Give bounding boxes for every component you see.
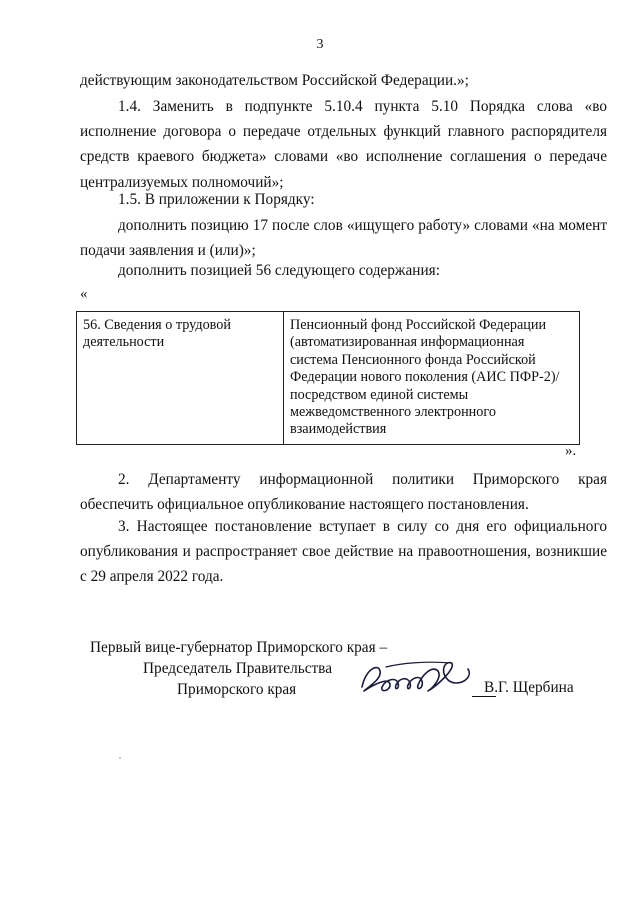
signatory-title-line2: Председатель Правительства xyxy=(143,660,332,677)
paragraph-1-5: 1.5. В приложении к Порядку: xyxy=(118,191,315,208)
table-cell-source: Пенсионный фонд Российской Федерации (автоматизированная информационная система Пенсионного фонда Российской Федерации нового поколения (АИС ПФР-2)/посредством единой системы межведомственного электронного взаимодействия xyxy=(284,312,580,445)
paragraph-position-17: дополнить позицию 17 после слов «ищущего работу» словами «на момент подачи заявления и (или)»; xyxy=(80,217,607,260)
signatory-name: В.Г. Щербина xyxy=(484,679,574,696)
quote-open: « xyxy=(80,286,88,302)
paragraph-2: 2. Департаменту информационной политики Приморского края обеспечить официальное опубликование настоящего постановления. xyxy=(80,471,607,514)
handwritten-signature xyxy=(356,653,486,703)
table-row xyxy=(77,312,580,445)
table-cell-name: 56. Сведения о трудовой деятельности xyxy=(77,312,284,445)
page-number: 3 xyxy=(316,37,324,52)
scan-dot xyxy=(119,757,121,759)
quote-close: ». xyxy=(565,443,577,459)
signatory-title-line1: Первый вице-губернатор Приморского края – xyxy=(90,639,388,656)
position-table xyxy=(76,311,580,445)
paragraph-3: 3. Настоящее постановление вступает в силу со дня его официального опубликования и распространяет свое действие на правоотношения, возникшие с 29 апреля 2022 года. xyxy=(80,518,607,586)
paragraph-1-4: 1.4. Заменить в подпункте 5.10.4 пункта 5.10 Порядка слова «во исполнение договора о передаче отдельных функций главного распорядителя средств краевого бюджета» словами «во исполнение соглашения о передаче централизуемых полномочий»; xyxy=(80,98,607,191)
paragraph-continuation: действующим законодательством Российской Федерации.»; xyxy=(80,72,469,89)
paragraph-position-56: дополнить позицией 56 следующего содержания: xyxy=(118,262,440,279)
signatory-title-line3: Приморского края xyxy=(177,681,297,698)
